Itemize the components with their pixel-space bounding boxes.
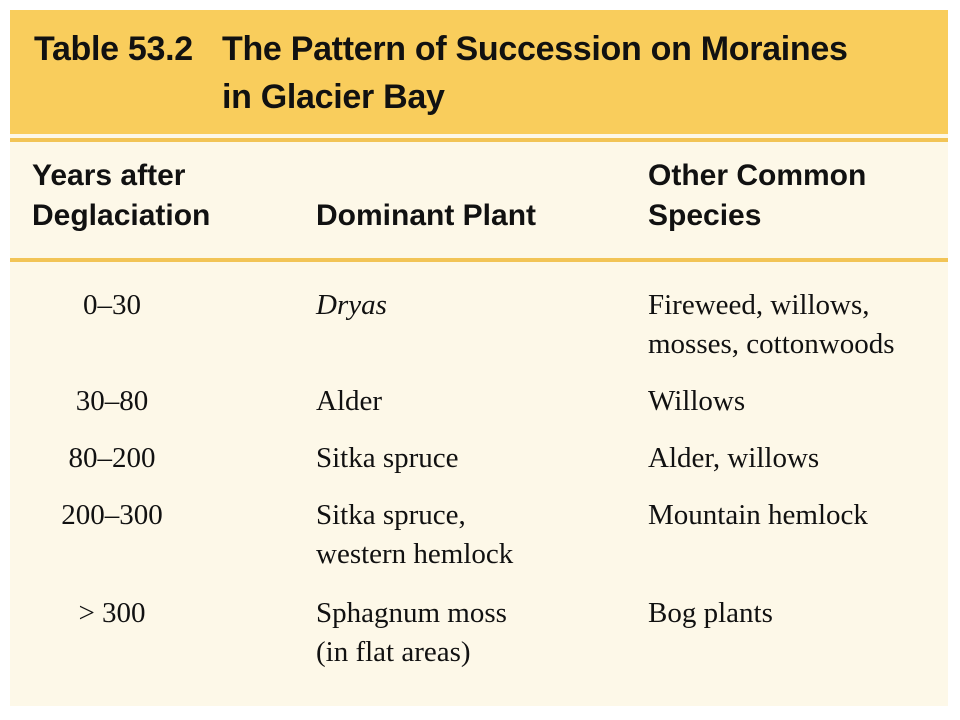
- years-cell: 80–200: [68, 442, 156, 474]
- cell-line: Sitka spruce: [316, 442, 459, 474]
- column-header-other-species: [648, 156, 866, 236]
- cell-line: (in flat areas): [316, 636, 471, 668]
- cell-line: Willows: [648, 385, 746, 417]
- table-panel: [10, 10, 948, 706]
- cell-line: Bog plants: [648, 597, 773, 629]
- years-cell: 0–30: [83, 289, 141, 321]
- plant-cell: [316, 594, 507, 672]
- header-top-rule: [10, 138, 948, 142]
- other-species-cell: [648, 496, 868, 535]
- title-line-1: The Pattern of Succession on Moraines: [222, 30, 848, 68]
- years-cell: 30–80: [75, 385, 149, 417]
- header-bottom-rule: [10, 258, 948, 262]
- years-cell: > 300: [78, 597, 146, 629]
- table-title: [34, 30, 848, 69]
- plant-cell: [316, 439, 459, 478]
- title-line-2: in Glacier Bay: [222, 78, 445, 116]
- title-band: [10, 10, 948, 134]
- cell-line: Alder, willows: [648, 442, 820, 474]
- other-species-cell: [648, 439, 819, 478]
- cell-line: Mountain hemlock: [648, 499, 868, 531]
- header-line: Years after: [32, 159, 186, 192]
- other-species-cell: [648, 594, 773, 633]
- other-species-cell: [648, 382, 745, 421]
- table-number: Table 53.2: [34, 30, 193, 68]
- header-line: Other Common: [648, 159, 867, 192]
- cell-line: Sphagnum moss: [316, 597, 507, 629]
- cell-line: mosses, cottonwoods: [648, 328, 895, 360]
- other-species-cell: [648, 286, 895, 364]
- column-header-dominant-plant: [316, 196, 536, 236]
- cell-line: western hemlock: [316, 538, 514, 570]
- plant-cell: [316, 496, 513, 574]
- header-line: Deglaciation: [32, 199, 211, 232]
- cell-line: Dryas: [316, 289, 387, 321]
- cell-line: Sitka spruce,: [316, 499, 466, 531]
- header-line: Species: [648, 199, 762, 232]
- column-header-years: [32, 156, 210, 236]
- cell-line: Fireweed, willows,: [648, 289, 870, 321]
- plant-cell: [316, 286, 387, 325]
- cell-line: Alder: [316, 385, 383, 417]
- plant-cell: [316, 382, 382, 421]
- years-cell: 200–300: [61, 499, 163, 531]
- header-line: Dominant Plant: [316, 199, 537, 232]
